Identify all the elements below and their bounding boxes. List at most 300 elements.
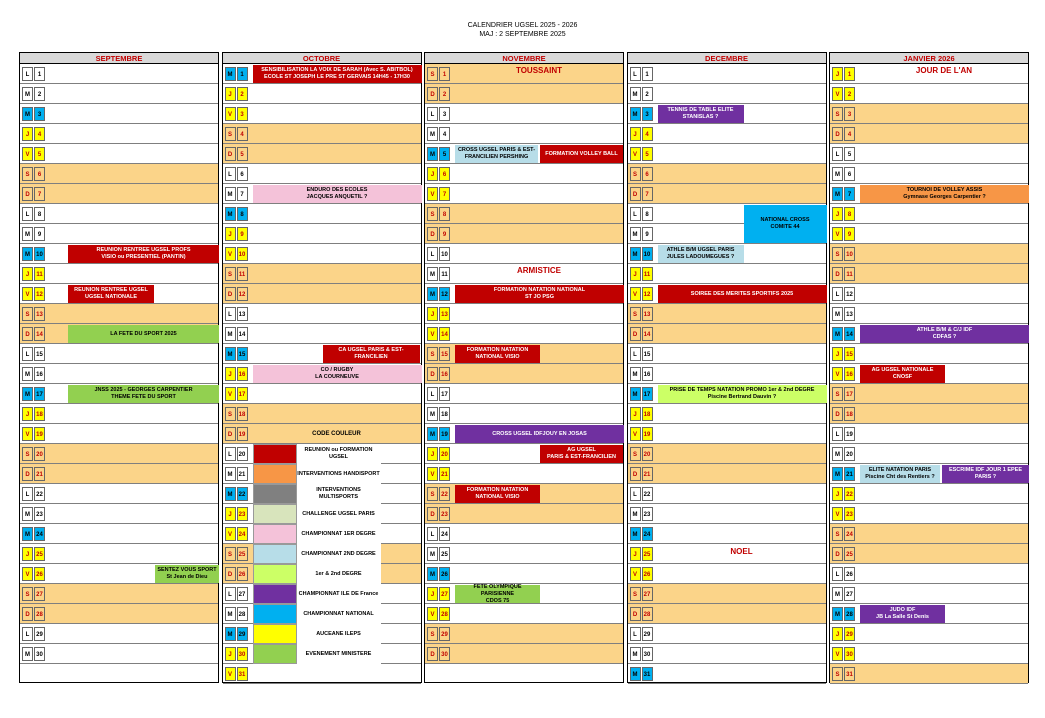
calendar-event[interactable] <box>323 345 420 363</box>
day-letter: L <box>22 627 33 641</box>
day-number: 6 <box>34 167 45 181</box>
day-number: 27 <box>642 587 653 601</box>
day-row <box>830 544 1028 564</box>
day-number: 14 <box>439 327 450 341</box>
day-letter: M <box>427 127 438 141</box>
day-letter: V <box>427 187 438 201</box>
day-number: 14 <box>844 327 855 341</box>
day-letter: J <box>630 547 641 561</box>
calendar-event[interactable] <box>68 325 219 343</box>
day-number: 24 <box>642 527 653 541</box>
day-letter: V <box>22 427 33 441</box>
event-text: Piscine Bertrand Dauvin ? <box>707 394 777 400</box>
day-letter: L <box>427 527 438 541</box>
event-text: REUNION RENTREE UGSEL <box>74 287 148 293</box>
day-letter: S <box>832 387 843 401</box>
legend-item <box>253 444 381 464</box>
day-row <box>20 164 218 184</box>
day-number: 2 <box>237 87 248 101</box>
day-letter: V <box>630 567 641 581</box>
day-row <box>830 444 1028 464</box>
day-number: 15 <box>439 347 450 361</box>
day-letter: M <box>427 267 438 281</box>
day-row <box>223 204 421 224</box>
day-number: 7 <box>642 187 653 201</box>
calendar-event[interactable] <box>455 145 538 163</box>
day-row <box>628 344 826 364</box>
day-letter: M <box>832 587 843 601</box>
day-letter: D <box>225 287 236 301</box>
day-letter: D <box>832 127 843 141</box>
day-row <box>425 224 623 244</box>
day-number: 21 <box>237 467 248 481</box>
day-number: 9 <box>844 227 855 241</box>
day-row <box>425 404 623 424</box>
day-number: 10 <box>34 247 45 261</box>
day-number: 26 <box>34 567 45 581</box>
event-text: SENSIBILISATION LA VOIX DE SARAH (Avec S. ABITBOL) <box>261 67 413 73</box>
calendar-event[interactable] <box>744 205 827 243</box>
day-letter: M <box>427 427 438 441</box>
day-letter: D <box>427 507 438 521</box>
day-letter: L <box>832 567 843 581</box>
calendar-event[interactable] <box>860 465 940 483</box>
day-letter: J <box>427 447 438 461</box>
day-row <box>20 584 218 604</box>
day-number: 5 <box>439 147 450 161</box>
legend-swatch <box>253 584 297 604</box>
calendar-event[interactable] <box>540 145 623 163</box>
day-letter: S <box>427 627 438 641</box>
calendar-grid <box>19 52 1029 683</box>
day-number: 16 <box>642 367 653 381</box>
day-row <box>223 404 421 424</box>
month-column-5 <box>829 52 1029 683</box>
day-letter: L <box>630 347 641 361</box>
day-number: 30 <box>439 647 450 661</box>
day-number: 10 <box>642 247 653 261</box>
day-letter: M <box>630 527 641 541</box>
day-number: 31 <box>844 667 855 681</box>
event-text: ESCRIME IDF JOUR 1 EPEE <box>948 467 1023 473</box>
event-text: CDFAS ? <box>932 334 957 340</box>
calendar-event[interactable] <box>658 105 744 123</box>
event-text: JULES LADOUMEGUES ? <box>666 254 735 260</box>
day-row <box>425 564 623 584</box>
day-number: 28 <box>844 607 855 621</box>
day-letter: M <box>630 87 641 101</box>
day-number: 16 <box>439 367 450 381</box>
legend-item <box>253 624 381 644</box>
day-number: 30 <box>642 647 653 661</box>
day-letter: D <box>427 367 438 381</box>
calendar-event[interactable] <box>540 445 623 463</box>
legend-item <box>253 484 381 504</box>
calendar-event[interactable] <box>155 565 219 583</box>
day-number: 26 <box>439 567 450 581</box>
day-letter: J <box>22 127 33 141</box>
day-letter: M <box>630 667 641 681</box>
day-letter: S <box>225 127 236 141</box>
calendar-event[interactable] <box>68 285 154 303</box>
day-row <box>20 144 218 164</box>
event-text: ELITE NATATION PARIS <box>868 467 932 473</box>
day-row <box>20 544 218 564</box>
month-column-1 <box>19 52 219 683</box>
day-letter: S <box>427 347 438 361</box>
calendar-event[interactable] <box>860 605 945 623</box>
page-subtitle: MAJ : 2 SEPTEMBRE 2025 <box>479 31 566 38</box>
day-row <box>830 84 1028 104</box>
day-row <box>628 444 826 464</box>
day-row <box>830 284 1028 304</box>
day-number: 2 <box>844 87 855 101</box>
day-number: 1 <box>439 67 450 81</box>
event-text: ATHLE B/M & C/J IDF <box>916 327 973 333</box>
day-letter: M <box>225 607 236 621</box>
day-letter: D <box>427 87 438 101</box>
event-text: COMITE 44 <box>770 224 800 230</box>
day-letter: L <box>427 247 438 261</box>
day-letter: D <box>22 187 33 201</box>
day-number: 26 <box>237 567 248 581</box>
day-row <box>425 164 623 184</box>
calendar-event[interactable] <box>658 245 744 263</box>
day-number: 11 <box>34 267 45 281</box>
day-row <box>223 224 421 244</box>
day-number: 20 <box>34 447 45 461</box>
legend-item <box>253 644 381 664</box>
month-header: NOVEMBRE <box>425 53 623 64</box>
legend-item <box>253 524 381 544</box>
calendar-event[interactable] <box>860 365 945 383</box>
day-number: 26 <box>844 567 855 581</box>
day-row <box>223 144 421 164</box>
event-text: THEME FETE DU SPORT <box>111 394 176 400</box>
legend-label: CHAMPIONNAT ILE DE France <box>298 590 379 597</box>
day-number: 28 <box>642 607 653 621</box>
event-text: St Jean de Dieu <box>166 574 208 580</box>
day-row <box>830 164 1028 184</box>
event-text: NATIONAL VISIO <box>475 354 520 360</box>
day-number: 4 <box>844 127 855 141</box>
day-row <box>830 584 1028 604</box>
day-number: 3 <box>844 107 855 121</box>
day-number: 24 <box>237 527 248 541</box>
day-row <box>628 144 826 164</box>
day-letter: L <box>427 387 438 401</box>
calendar-event[interactable] <box>455 345 540 363</box>
day-number: 12 <box>642 287 653 301</box>
day-letter: M <box>22 87 33 101</box>
day-row <box>223 664 421 684</box>
day-letter: D <box>832 267 843 281</box>
day-row <box>628 584 826 604</box>
day-row <box>830 244 1028 264</box>
day-number: 19 <box>34 427 45 441</box>
day-letter: J <box>225 227 236 241</box>
day-row <box>20 404 218 424</box>
day-letter: L <box>225 447 236 461</box>
day-number: 11 <box>237 267 248 281</box>
day-letter: V <box>832 647 843 661</box>
day-letter: M <box>427 567 438 581</box>
day-letter: M <box>832 467 843 481</box>
day-row <box>20 484 218 504</box>
day-number: 19 <box>844 427 855 441</box>
day-letter: M <box>225 67 236 81</box>
day-number: 7 <box>237 187 248 201</box>
day-row <box>628 504 826 524</box>
day-number: 9 <box>34 227 45 241</box>
calendar-event[interactable] <box>253 185 422 203</box>
day-number: 18 <box>34 407 45 421</box>
day-letter: L <box>225 587 236 601</box>
day-letter: M <box>832 447 843 461</box>
day-number: 15 <box>34 347 45 361</box>
day-row <box>830 524 1028 544</box>
day-row <box>425 644 623 664</box>
day-number: 2 <box>642 87 653 101</box>
day-row <box>20 424 218 444</box>
legend-label: CHAMPIONNAT 2ND DEGRE <box>301 550 376 557</box>
day-number: 31 <box>642 667 653 681</box>
day-row <box>425 464 623 484</box>
day-number: 21 <box>642 467 653 481</box>
day-letter: M <box>427 547 438 561</box>
legend-label: EVENEMENT MINISTERE <box>305 650 372 657</box>
legend-label: REUNION ou FORMATION UGSEL <box>304 447 373 460</box>
day-row <box>223 384 421 404</box>
day-row <box>20 524 218 544</box>
event-text: PRISE DE TEMPS NATATION PROMO 1er & 2nd DEGRE <box>669 387 815 393</box>
day-row <box>20 224 218 244</box>
day-number: 2 <box>34 87 45 101</box>
day-letter: M <box>427 287 438 301</box>
day-number: 6 <box>844 167 855 181</box>
day-letter: M <box>427 407 438 421</box>
day-letter: L <box>630 67 641 81</box>
month-header: SEPTEMBRE <box>20 53 218 64</box>
day-letter: J <box>630 267 641 281</box>
calendar-event[interactable] <box>253 365 422 383</box>
day-number: 8 <box>642 207 653 221</box>
day-letter: J <box>22 547 33 561</box>
day-number: 22 <box>844 487 855 501</box>
day-number: 13 <box>844 307 855 321</box>
day-letter: M <box>22 507 33 521</box>
day-letter: V <box>22 567 33 581</box>
day-number: 27 <box>844 587 855 601</box>
event-text: CNOSF <box>892 374 913 380</box>
day-number: 25 <box>237 547 248 561</box>
day-letter: M <box>225 327 236 341</box>
page-title: CALENDRIER UGSEL 2025 - 2026 <box>467 22 578 29</box>
day-letter: M <box>225 207 236 221</box>
day-letter: V <box>832 87 843 101</box>
day-number: 3 <box>642 107 653 121</box>
day-letter: M <box>832 307 843 321</box>
day-letter: L <box>832 427 843 441</box>
day-number: 19 <box>642 427 653 441</box>
day-letter: S <box>22 447 33 461</box>
day-row <box>628 624 826 644</box>
day-number: 21 <box>34 467 45 481</box>
event-text: FORMATION NATATION NATIONAL <box>493 287 586 293</box>
day-number: 23 <box>439 507 450 521</box>
day-number: 5 <box>34 147 45 161</box>
event-text: JNSS 2025 - GEORGES CARPENTIER <box>94 387 193 393</box>
day-row <box>425 384 623 404</box>
day-number: 4 <box>34 127 45 141</box>
day-number: 28 <box>439 607 450 621</box>
day-letter: D <box>427 647 438 661</box>
day-row <box>425 624 623 644</box>
day-letter: S <box>427 487 438 501</box>
day-number: 8 <box>237 207 248 221</box>
day-letter: M <box>225 347 236 361</box>
day-number: 11 <box>439 267 450 281</box>
holiday-label: TOUSSAINT <box>515 66 563 75</box>
day-letter: L <box>225 167 236 181</box>
day-number: 9 <box>237 227 248 241</box>
day-number: 15 <box>237 347 248 361</box>
day-row <box>830 224 1028 244</box>
month-column-4 <box>627 52 827 683</box>
day-row <box>628 64 826 84</box>
day-number: 20 <box>642 447 653 461</box>
day-number: 23 <box>237 507 248 521</box>
day-letter: S <box>832 667 843 681</box>
day-letter: M <box>225 487 236 501</box>
legend-swatch <box>253 604 297 624</box>
day-letter: J <box>225 647 236 661</box>
day-number: 10 <box>439 247 450 261</box>
day-number: 6 <box>642 167 653 181</box>
legend-swatch <box>253 544 297 564</box>
event-text: CROSS UGSEL IDFJOUY EN JOSAS <box>492 430 587 437</box>
day-number: 11 <box>844 267 855 281</box>
day-letter: M <box>630 107 641 121</box>
legend-label: INTERVENTIONS MULTISPORTS <box>316 487 361 500</box>
legend-label: CHAMPIONNAT NATIONAL <box>303 610 374 617</box>
event-text: ATHLE B/M UGSEL PARIS <box>666 247 735 253</box>
day-number: 22 <box>439 487 450 501</box>
calendar-event[interactable] <box>68 245 219 263</box>
day-number: 24 <box>439 527 450 541</box>
legend-swatch <box>253 464 297 484</box>
day-letter: S <box>225 267 236 281</box>
event-text: AG UGSEL NATIONALE <box>871 367 934 373</box>
legend-item <box>253 584 381 604</box>
day-row <box>628 364 826 384</box>
day-letter: J <box>832 207 843 221</box>
calendar-event[interactable] <box>455 585 540 603</box>
day-row <box>20 444 218 464</box>
day-number: 27 <box>237 587 248 601</box>
day-letter: S <box>630 587 641 601</box>
day-number: 29 <box>34 627 45 641</box>
day-letter: J <box>832 347 843 361</box>
calendar-event[interactable] <box>942 465 1029 483</box>
day-number: 16 <box>237 367 248 381</box>
day-row <box>628 564 826 584</box>
day-number: 5 <box>642 147 653 161</box>
day-row <box>830 144 1028 164</box>
event-text: JB La Salle St Denis <box>876 614 929 620</box>
day-number: 25 <box>439 547 450 561</box>
day-letter: V <box>225 247 236 261</box>
day-number: 4 <box>237 127 248 141</box>
day-letter: S <box>832 107 843 121</box>
calendar-event[interactable] <box>68 385 219 403</box>
day-number: 7 <box>844 187 855 201</box>
legend-item <box>253 564 381 584</box>
event-text: LA FETE DU SPORT 2025 <box>110 330 177 337</box>
day-letter: V <box>630 427 641 441</box>
day-number: 13 <box>642 307 653 321</box>
day-row <box>830 124 1028 144</box>
day-number: 30 <box>844 647 855 661</box>
day-row <box>223 284 421 304</box>
day-letter: V <box>225 107 236 121</box>
event-text: SOIREE DES MERITES SPORTIFS 2025 <box>690 290 794 297</box>
holiday-label: ARMISTICE <box>517 266 561 275</box>
day-row <box>830 344 1028 364</box>
day-row <box>20 304 218 324</box>
day-letter: V <box>225 387 236 401</box>
day-letter: S <box>22 167 33 181</box>
day-letter: L <box>22 207 33 221</box>
day-row <box>20 64 218 84</box>
day-letter: D <box>427 227 438 241</box>
day-letter: D <box>832 407 843 421</box>
day-row <box>20 84 218 104</box>
day-letter: M <box>630 507 641 521</box>
day-letter: J <box>22 407 33 421</box>
legend-swatch <box>253 444 297 464</box>
day-number: 19 <box>439 427 450 441</box>
calendar-event[interactable] <box>455 285 624 303</box>
calendar-event[interactable] <box>658 385 827 403</box>
day-row <box>20 344 218 364</box>
day-number: 29 <box>642 627 653 641</box>
day-row <box>830 624 1028 644</box>
day-number: 29 <box>237 627 248 641</box>
calendar-event[interactable] <box>860 185 1029 203</box>
event-text: STANISLAS ? <box>682 114 719 120</box>
day-row <box>425 204 623 224</box>
event-text: PARIS & EST-FRANCILIEN <box>547 454 616 460</box>
event-text: FORMATION VOLLEY BALL <box>545 150 618 157</box>
day-row <box>628 664 826 684</box>
day-letter: D <box>630 327 641 341</box>
day-row <box>830 264 1028 284</box>
calendar-event[interactable] <box>658 285 827 303</box>
event-text: TENNIS DE TABLE ELITE <box>667 107 734 113</box>
month-header: DECEMBRE <box>628 53 826 64</box>
legend-label: INTERVENTIONS HANDISPORT <box>297 470 380 477</box>
day-letter: S <box>427 207 438 221</box>
calendar-event[interactable] <box>455 425 624 443</box>
day-number: 15 <box>844 347 855 361</box>
event-text: Gymnase Georges Carpentier ? <box>903 194 986 200</box>
calendar-event[interactable] <box>253 65 422 83</box>
day-letter: D <box>630 607 641 621</box>
day-row <box>425 544 623 564</box>
calendar-event[interactable] <box>455 485 540 503</box>
calendar-event[interactable] <box>860 325 1029 343</box>
